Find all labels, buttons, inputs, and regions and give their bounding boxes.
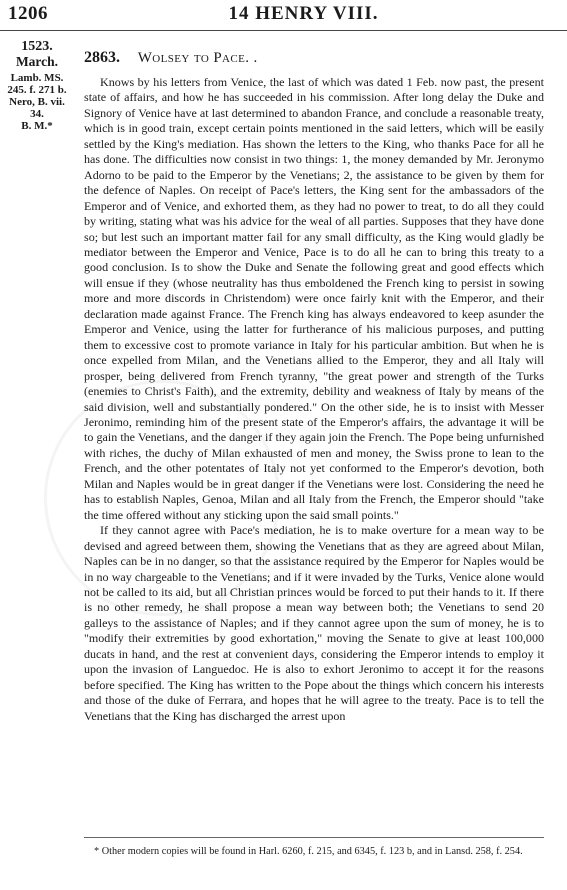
running-title: 14 HENRY VIII. bbox=[228, 3, 379, 24]
header-rule bbox=[0, 30, 567, 31]
margin-year: 1523. bbox=[21, 39, 53, 54]
margin-month: March. bbox=[15, 54, 59, 69]
margin-source-line: B. M.* bbox=[21, 120, 53, 132]
marginal-notes bbox=[4, 40, 70, 132]
entry-number: 2863. bbox=[84, 49, 120, 66]
footnote-rule bbox=[84, 837, 544, 838]
body-paragraph: Knows by his letters from Venice, the last of which was dated 1 Feb. now past, the present state of affairs, and how he has succeeded in his commission. After long delay the Duke and Signory of Venice have at last determined to abandon France, and conclude a reasonable treaty, which is in good train, except certain points mentioned in the said letters, which will be easily settled by the King's mediation. Has shown the letters to the King, who thanks Pace for all he has done. The difficulties now consist in two things: 1, the money demanded by Mr. Jeronymo Adorno to be paid to the Emperor by the Venetians; 2, the assistance to be given by them for the defence of Naples. On receipt of Pace's letters, the King sent for the ambassadors of the Emperor and of Venice, and exhorted them, as they had no power to treat, to do all they could by writing, stating what was his advice for the weal of all parties. Supposes that they have done so; but lest such an important matter fail for any small difficulty, as the King would gladly be mediator between the Emperor and Venice, Pace is to do all he can to bring this treaty to a good conclusion. Is to show the Duke and Senate the following great and good effects which will ensue if they (whose neutrality has thus emboldened the French king to persist in sowing more and more discords in Christendom) were once fairly knit with the Emperor, and their declaration made against France. The French king has always endeavored to keep asunder the Emperor and Venice, using the latter for furtherance of his malicious purposes, and putting them to excessive cost to promote variance in Italy for his particular ambition. But when he is once expelled from Milan, and the Venetians allied to the Emperor, they and all Italy will prosper, being delivered from French tyranny, "the great power and strength of the Turks (enemies to Christ's Faith), and the extremity, debility and weakness of Italy by means of the said division, well and substantially pondered." On the other side, he is to insist with Messer Jeronimo, reminding him of the present state of the Emperor's affairs, the advantage it will be to gain the Venetians, and the danger if they again join the French. The Pope being unfurnished with riches, the duchy of Milan exhausted of men and money, the Swiss prone to lean to the French, and the other potentates of Italy not yet conformed to the Emperor's devotion, both Milan and Naples would be in great danger if the Venetians were lost. Considering the need he has to establish Naples, Genoa, Milan and all Italy from the French, the Emperor should "take the time offered without any sticking upon the said small points." bbox=[84, 75, 545, 522]
footnote: * Other modern copies will be found in Harl. 6260, f. 215, and 6345, f. 123 b, and in Lansd. 258, f. 254. bbox=[94, 846, 523, 857]
page-number: 1206 bbox=[8, 3, 48, 24]
entry-heading bbox=[84, 49, 258, 67]
margin-source-line: 34. bbox=[30, 108, 44, 120]
body-paragraph: If they cannot agree with Pace's mediation, he is to make overture for a mean way to be devised and agreed between them, showing the Venetians that as they are agreed about Milan, Naples can be in no danger, so that the assistance required by the Emperor for Naples would be in no way chargeable to the Venetians; and if it were invaded by the Turks, Venice alone would not be called to its aid, but all Christian princes would be forced to put their hands to it. If there is no other remedy, he shall propose a mean way between both; the Venetians to send 20 galleys to the assistance of Naples; and if they cannot agree upon the sum of money, he is to "modify their extremities by good exhortation," moving the Senate to give at least 100,000 ducats in hand, and the rest at convenient days, considering the Emperor intends to employ it upon the invasion of Languedoc. He is also to exhort Jeronimo to accept it for the reasons before specified. The King has written to the Pope about the things which concern his interests and those of the duke of Ferrara, and hopes that he will agree to the treaty. Pace is to tell the Venetians that the King has discharged the arrest upon bbox=[84, 523, 544, 723]
margin-source-line: Nero, B. vii. bbox=[9, 96, 65, 108]
margin-source-line: 245. f. 271 b. bbox=[7, 84, 67, 96]
entry-body bbox=[84, 75, 544, 724]
entry-title: Wolsey to Pace. . bbox=[137, 50, 258, 66]
page-header bbox=[0, 0, 567, 52]
margin-source-line: Lamb. MS. bbox=[10, 72, 64, 84]
